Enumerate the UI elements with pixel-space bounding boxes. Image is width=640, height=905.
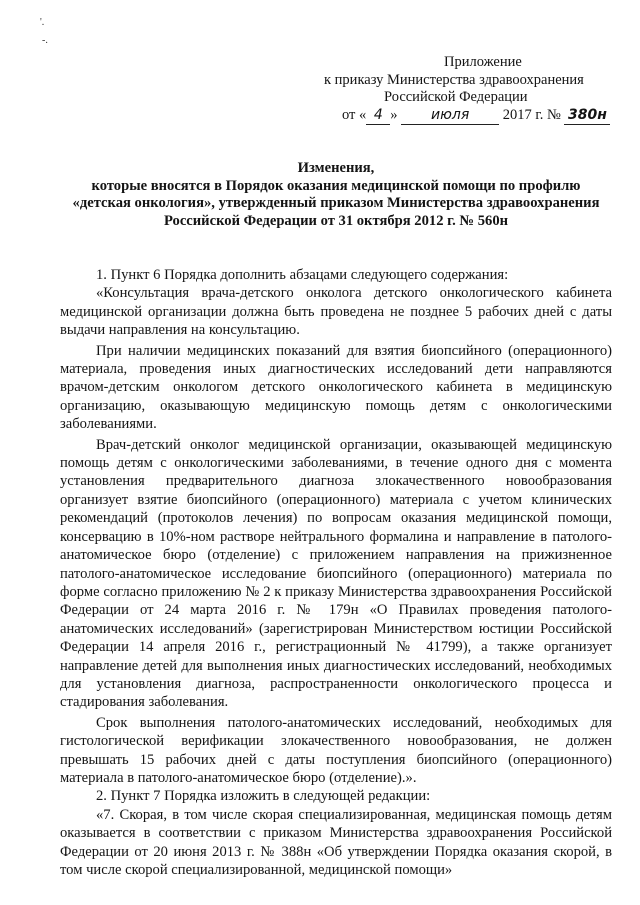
document-title bbox=[60, 160, 612, 230]
paragraph: 2. Пункт 7 Порядка изложить в следующей редакции: bbox=[96, 788, 431, 805]
appendix-date-line bbox=[300, 107, 610, 126]
appendix-country: Российской Федерации bbox=[384, 89, 528, 105]
title-line: которые вносятся в Порядок оказания медицинской помощи по профилю bbox=[91, 177, 581, 194]
paragraph: «7. Скорая, в том числе скорая специализированная, медицинская помощь детям оказывается в соответствии с приказом Министерства здравоохранения Российской Федерации от 20 июня 2013 г. № 388н «Об утверждении Порядка оказания скорой, в том числе скорой специализированной, медицинской помощи» bbox=[60, 806, 612, 878]
handwritten-order-number: 380н bbox=[564, 107, 610, 126]
date-year: 2017 г. № bbox=[502, 106, 561, 123]
scan-mark: -. bbox=[42, 35, 48, 46]
handwritten-month: июля bbox=[401, 107, 499, 126]
title-line: «детская онкология», утвержденный приказом Министерства здравоохранения bbox=[72, 195, 600, 211]
paragraph: «Консультация врача-детского онколога детского онкологического кабинета медицинской организации должна быть проведена не позднее 5 рабочих дней с даты выдачи направления на консультацию. bbox=[60, 285, 612, 339]
appendix-header bbox=[300, 54, 610, 125]
appendix-order-ref: к приказу Министерства здравоохранения bbox=[324, 71, 584, 88]
appendix-label: Приложение bbox=[444, 54, 522, 70]
date-prefix: от « bbox=[342, 106, 367, 123]
title-line: Российской Федерации от 31 октября 2012 г. № 560н bbox=[163, 212, 509, 229]
handwritten-day: 4 bbox=[366, 107, 390, 126]
paragraph: Срок выполнения патолого-анатомических исследований, необходимых для гистологической верификации злокачественного новообразования, не должен превышать 15 рабочих дней с даты поступления биопсийного (операционного) материала в патолого-анатомическое бюро (отделение).». bbox=[60, 714, 612, 786]
scan-mark: '. bbox=[40, 17, 45, 28]
paragraph: Врач-детский онколог медицинской организации, оказывающей медицинскую помощь детям с онкологическими заболеваниями, в течение одного дня с момента установления предварительного диагноза злокачественного новообразования организует взятие биопсийного (операционного) материала с учетом клинических рекомендаций (протоколов лечения) по вопросам оказания медицинской помощи, консервацию в 10%-ном растворе нейтрального формалина и направление в патолого-анатомическое бюро (отделение) с приложением направления на прижизненное патолого-анатомическое исследование биопсийного (операционного) материала по форме согласно приложению № 2 к приказу Министерства здравоохранения Российской Федерации от 24 марта 2016 г. № 179н «О Правилах проведения патолого-анатомических исследований» (зарегистрирован Министерством юстиции Российской Федерации 14 апреля 2016 г., регистрационный № 41799), а также организует направление детей для выполнения иных диагностических исследований, необходимых для установления диагноза, распространенности онкологического процесса и стадирования заболевания. bbox=[60, 436, 612, 711]
paragraph: При наличии медицинских показаний для взятия биопсийного (операционного) материала, проведения иных диагностических исследований дети направляются врачом-детским онкологом детского онкологического кабинета в медицинскую организацию, оказывающую медицинскую помощь детям с онкологическими заболеваниями. bbox=[60, 342, 612, 433]
date-mid: » bbox=[390, 106, 398, 123]
paragraph: 1. Пункт 6 Порядка дополнить абзацами следующего содержания: bbox=[96, 267, 509, 283]
document-body bbox=[60, 266, 612, 879]
title-line: Изменения, bbox=[297, 160, 375, 176]
